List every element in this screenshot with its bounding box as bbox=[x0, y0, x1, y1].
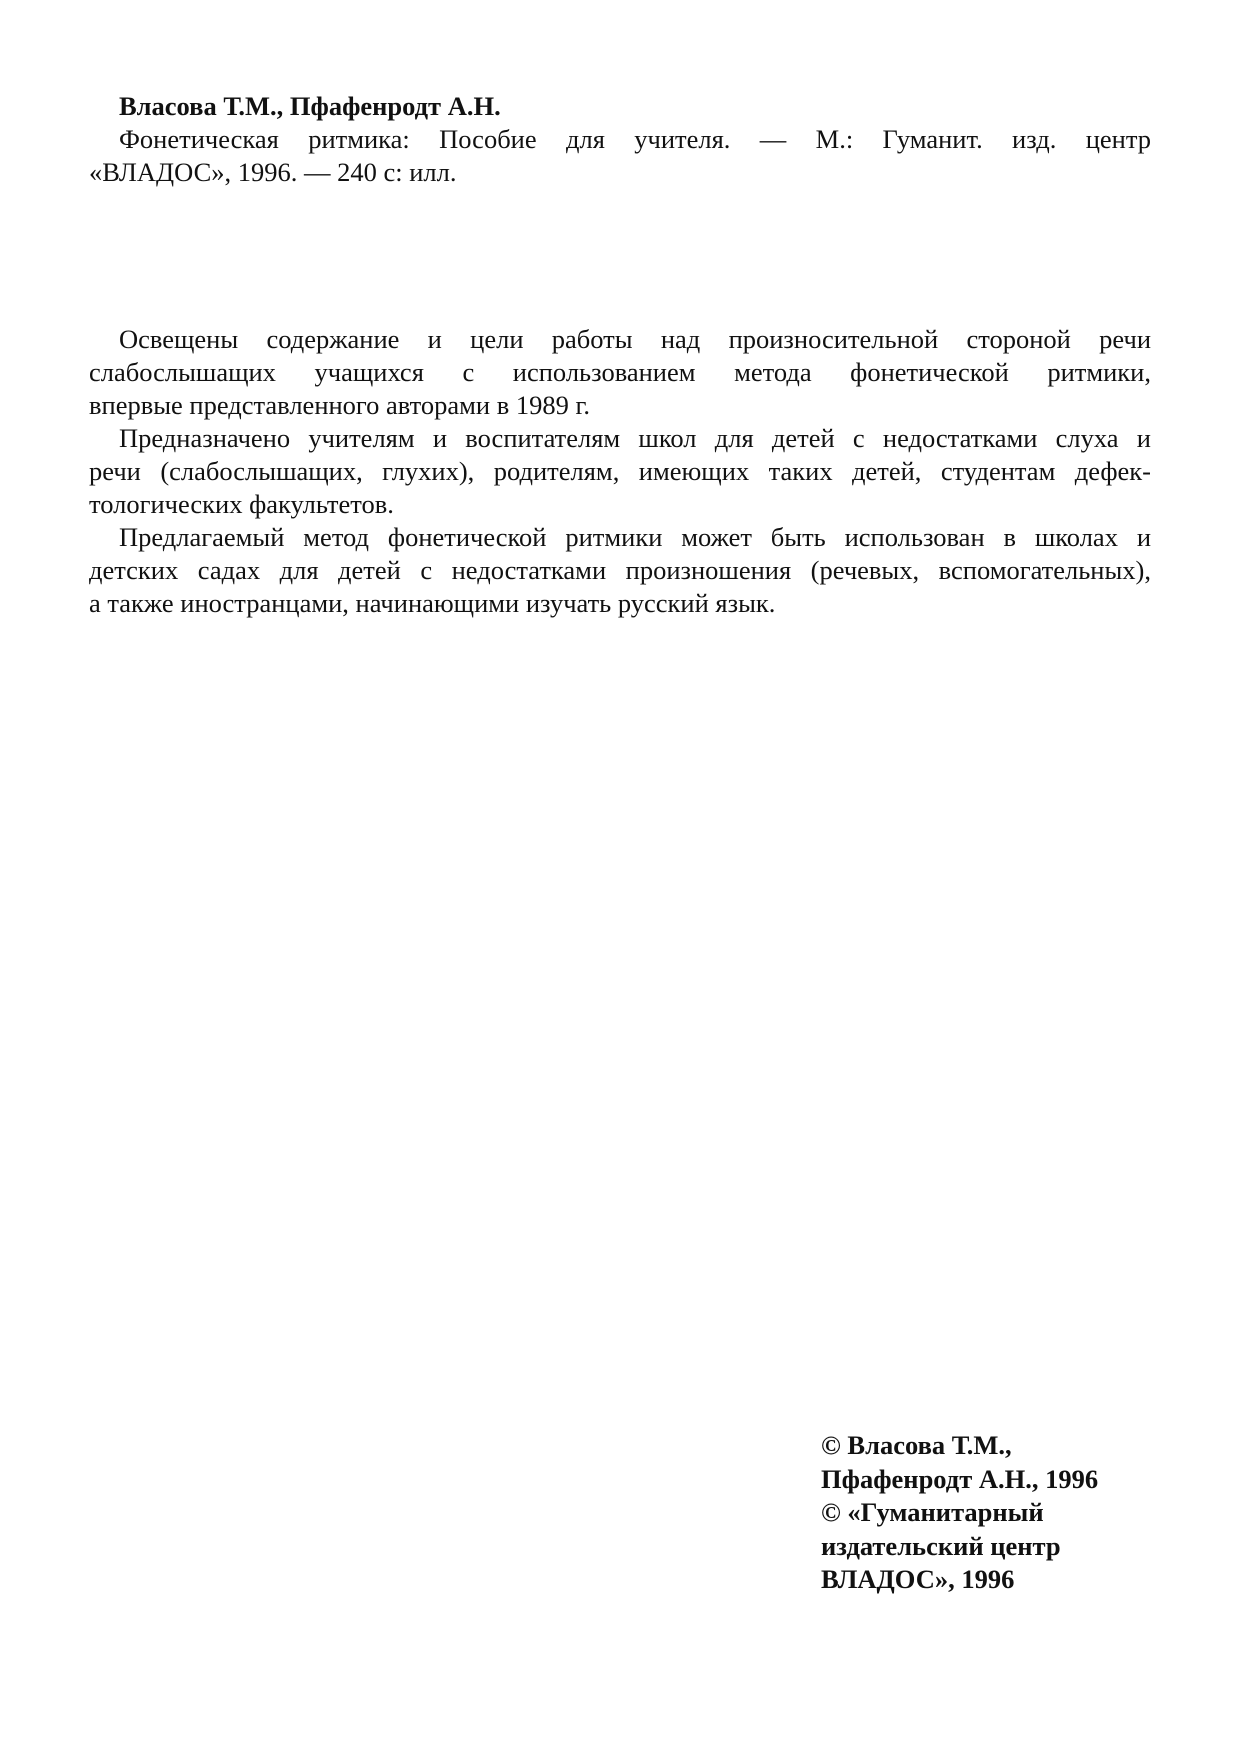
bibliography-description-line-1: Фонетическая ритмика: Пособие для учителя. — М.: Гуманит. изд. центр bbox=[119, 124, 1151, 154]
paragraph-line: Освещены содержание и цели работы над произносительной стороной речи bbox=[119, 324, 1151, 354]
authors: Власова Т.М., Пфафенродт А.Н. bbox=[119, 91, 501, 121]
annotation-paragraph-1 bbox=[89, 323, 1151, 422]
paragraph-line: а также иностранцами, начинающими изучать русский язык. bbox=[89, 588, 776, 618]
paragraph-line: Предназначено учителям и воспитателям школ для детей с недостатками слуха и bbox=[119, 423, 1151, 453]
bibliography-description-line-2: «ВЛАДОС», 1996. — 240 с: илл. bbox=[89, 157, 457, 187]
copyright-line: © «Гуманитарный bbox=[821, 1497, 1044, 1527]
paragraph-line: тологических факультетов. bbox=[89, 489, 394, 519]
bibliographic-record bbox=[89, 90, 1151, 189]
paragraph-line: впервые представленного авторами в 1989 г. bbox=[89, 390, 590, 420]
copyright-notice bbox=[821, 1429, 1098, 1597]
paragraph-line: Предлагаемый метод фонетической ритмики может быть использован в школах и bbox=[119, 522, 1151, 552]
annotation bbox=[89, 323, 1151, 620]
paragraph-line: речи (слабослышащих, глухих), родителям, имеющих таких детей, студентам дефек- bbox=[89, 456, 1151, 486]
copyright-line: ВЛАДОС», 1996 bbox=[821, 1564, 1015, 1594]
annotation-paragraph-3 bbox=[89, 521, 1151, 620]
copyright-line: издательский центр bbox=[821, 1530, 1061, 1561]
paragraph-line: детских садах для детей с недостатками произношения (речевых, вспомогательных), bbox=[89, 555, 1151, 585]
paragraph-line: слабослышащих учащихся с использованием метода фонетической ритмики, bbox=[89, 357, 1151, 387]
copyright-line: Пфафенродт А.Н., 1996 bbox=[821, 1463, 1099, 1494]
copyright-line: © Власова Т.М., bbox=[821, 1430, 1012, 1460]
annotation-paragraph-2 bbox=[89, 422, 1151, 521]
